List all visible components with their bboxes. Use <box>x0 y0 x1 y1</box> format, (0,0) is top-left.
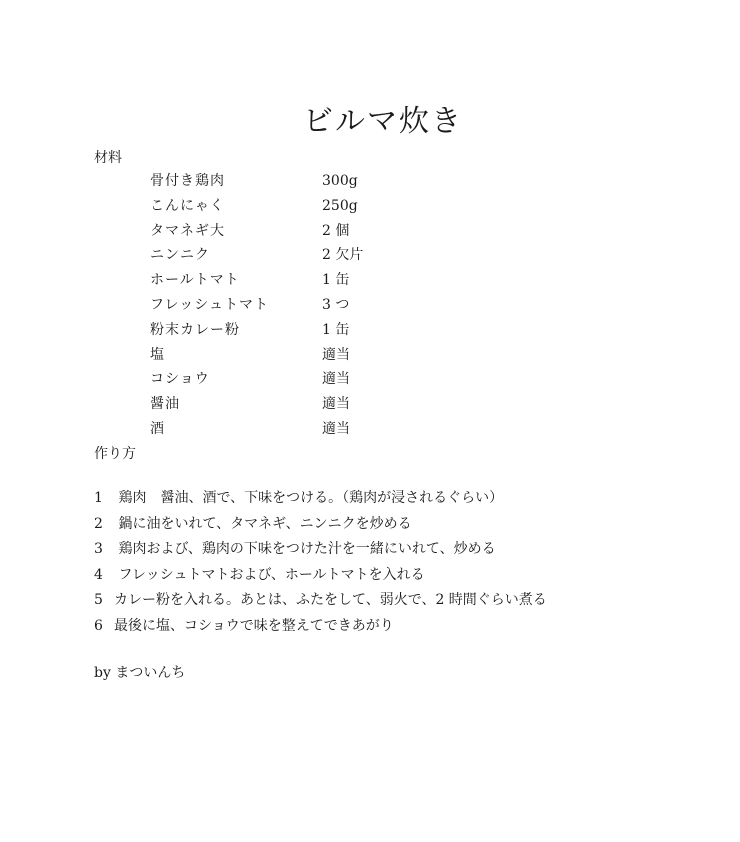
step-row <box>94 614 714 640</box>
step-row <box>94 537 714 563</box>
ingredient-row <box>150 243 550 268</box>
ingredient-name: ニンニク <box>150 247 210 264</box>
step-list <box>94 486 714 639</box>
step-row <box>94 512 714 538</box>
step-text: フレッシュトマトおよび、ホールトマトを入れる <box>114 566 425 583</box>
ingredient-name: 粉末カレー粉 <box>150 321 240 338</box>
ingredient-row <box>150 318 550 343</box>
ingredient-name: 骨付き鶏肉 <box>150 173 225 189</box>
method-heading: 作り方 <box>94 446 136 462</box>
ingredient-row <box>150 194 550 219</box>
step-number: 5 <box>94 592 103 608</box>
step-row <box>94 588 714 614</box>
ingredient-name: 酒 <box>150 420 165 437</box>
step-number: 4 <box>94 566 103 583</box>
ingredient-quantity: 適当 <box>322 346 350 363</box>
ingredient-quantity: 1 缶 <box>322 272 350 289</box>
ingredient-quantity: 適当 <box>322 396 350 413</box>
ingredient-name: タマネギ大 <box>150 222 225 239</box>
ingredient-quantity: 250g <box>322 197 358 214</box>
ingredient-quantity: 2 個 <box>322 222 350 239</box>
step-number: 1 <box>94 490 103 506</box>
ingredient-quantity: 2 欠片 <box>322 247 364 264</box>
ingredient-name: 醤油 <box>150 396 180 413</box>
step-row <box>94 563 714 589</box>
step-number: 3 <box>94 541 103 557</box>
ingredient-list <box>150 169 550 442</box>
ingredient-quantity: 3 つ <box>322 296 350 313</box>
step-text: カレー粉を入れる。あとは、ふたをして、弱火で、2 時間ぐらい煮る <box>114 592 547 608</box>
ingredient-row <box>150 268 550 293</box>
page-title: ビルマ炊き <box>303 104 463 139</box>
ingredient-row <box>150 169 550 194</box>
ingredient-quantity: 適当 <box>322 420 350 437</box>
ingredient-row <box>150 219 550 244</box>
ingredient-name: コショウ <box>150 371 210 388</box>
step-text: 鶏肉 醤油、酒で、下味をつける。（鶏肉が浸されるぐらい） <box>114 490 504 506</box>
ingredient-row <box>150 343 550 368</box>
ingredient-name: フレッシュトマト <box>150 296 270 313</box>
step-number: 2 <box>94 515 103 532</box>
ingredient-row <box>150 293 550 318</box>
ingredient-row <box>150 392 550 417</box>
ingredient-name: こんにゃく <box>150 197 225 214</box>
step-text: 鶏肉および、鶏肉の下味をつけた汁を一緒にいれて、炒める <box>114 541 496 557</box>
ingredient-quantity: 適当 <box>322 371 350 388</box>
step-row <box>94 486 714 512</box>
ingredient-name: 塩 <box>150 346 165 363</box>
ingredient-row <box>150 417 550 442</box>
ingredient-row <box>150 367 550 392</box>
materials-heading: 材料 <box>94 150 122 166</box>
step-number: 6 <box>94 617 103 634</box>
author-signature: by まついんち <box>94 665 186 681</box>
step-text: 鍋に油をいれて、タマネギ、ニンニクを炒める <box>114 515 412 532</box>
ingredient-quantity: 300g <box>322 173 358 189</box>
step-text: 最後に塩、コショウで味を整えてできあがり <box>114 617 394 634</box>
ingredient-quantity: 1 缶 <box>322 321 350 338</box>
ingredient-name: ホールトマト <box>150 272 240 289</box>
